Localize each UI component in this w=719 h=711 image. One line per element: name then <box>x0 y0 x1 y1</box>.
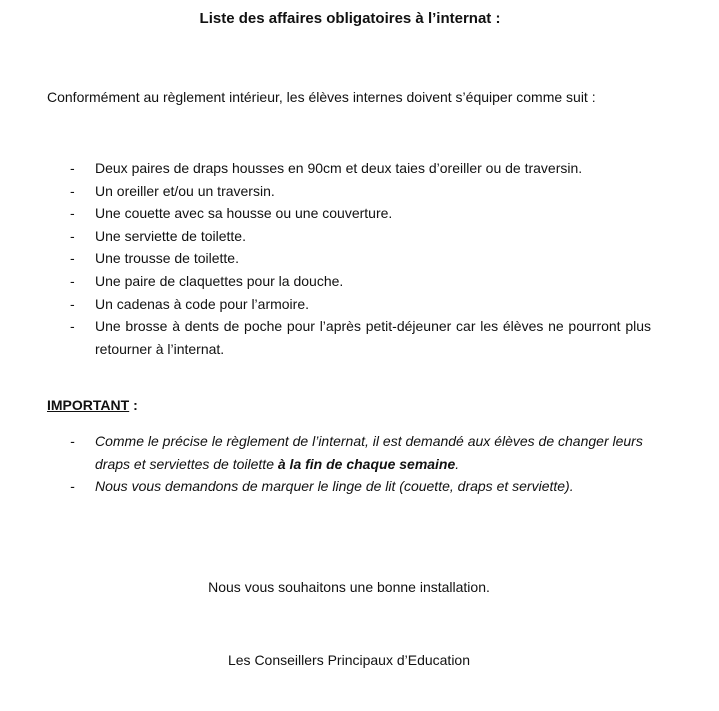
list-item <box>0 247 651 270</box>
list-item <box>0 157 651 180</box>
list-bullet: - <box>70 295 75 312</box>
list-bullet: - <box>70 433 75 449</box>
important-heading <box>47 397 138 413</box>
list-item-text: Un cadenas à code pour l’armoire. <box>95 295 310 312</box>
important-note-text <box>95 430 651 475</box>
list-item-text: Une paire de claquettes pour la douche. <box>95 272 344 289</box>
list-bullet: - <box>70 478 75 495</box>
signature: Les Conseillers Principaux d’Education <box>227 652 471 668</box>
closing-line: Nous vous souhaitons une bonne installation. <box>208 579 490 595</box>
list-item <box>0 315 651 360</box>
note-text-before: Comme le précise le règlement de l’internat, il est demandé aux élèves de changer leurs draps et serviettes de toilette <box>95 433 643 472</box>
list-item-text: Une couette avec sa housse ou une couverture. <box>95 205 393 222</box>
important-label: IMPORTANT <box>47 397 130 413</box>
list-item-text: Une serviette de toilette. <box>95 227 246 244</box>
list-item-text: Une trousse de toilette. <box>95 250 239 267</box>
list-bullet: - <box>70 160 75 176</box>
note-text-after: . <box>455 455 460 472</box>
list-item-text: Un oreiller et/ou un traversin. <box>95 182 275 199</box>
list-item <box>0 225 651 248</box>
important-note <box>0 430 651 475</box>
list-bullet: - <box>70 250 75 267</box>
document-title: Liste des affaires obligatoires à l’internat : <box>199 10 501 27</box>
important-colon: : <box>129 397 138 413</box>
list-item-text: Une brosse à dents de poche pour l’après petit-déjeuner car les élèves ne pourront plus retourner à l’internat. <box>95 318 651 357</box>
list-bullet: - <box>70 272 75 289</box>
list-bullet: - <box>70 227 75 244</box>
list-item <box>0 270 651 293</box>
list-bullet: - <box>70 318 75 335</box>
list-item <box>0 180 651 203</box>
note-emphasis: à la fin de chaque semaine <box>277 455 456 472</box>
important-note <box>0 475 651 498</box>
list-item-text: Deux paires de draps housses en 90cm et deux taies d’oreiller ou de traversin. <box>95 160 583 176</box>
important-note-text: Nous vous demandons de marquer le linge de lit (couette, draps et serviette). <box>95 478 574 495</box>
list-bullet: - <box>70 182 75 199</box>
list-item <box>0 202 651 225</box>
list-item <box>0 293 651 316</box>
important-notes-list <box>0 430 651 498</box>
list-bullet: - <box>70 205 75 222</box>
required-items-list <box>0 157 651 360</box>
intro-paragraph: Conformément au règlement intérieur, les élèves internes doivent s’équiper comme suit : <box>47 89 596 105</box>
